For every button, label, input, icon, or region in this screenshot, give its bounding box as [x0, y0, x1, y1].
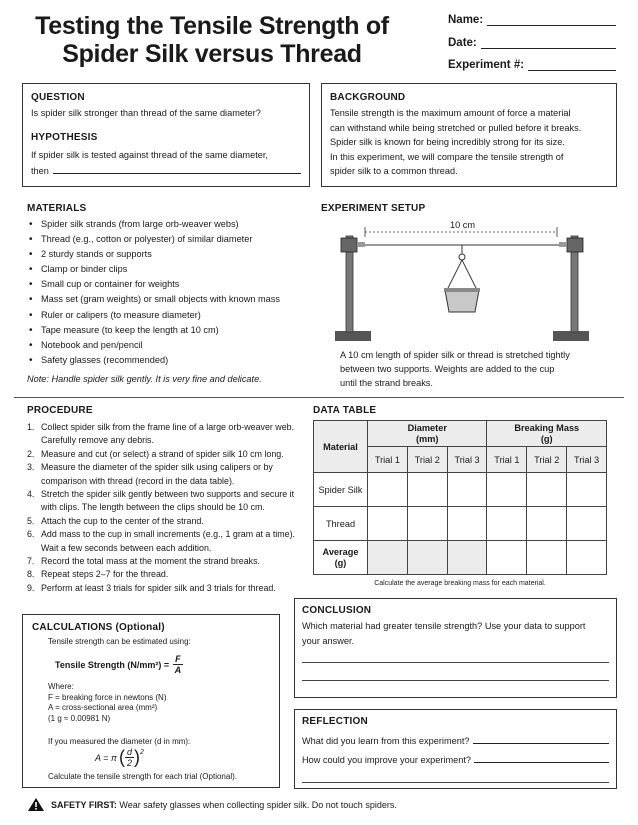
list-item: • Safety glasses (recommended) [27, 353, 317, 368]
breaking-mass-header: Breaking Mass (g) [487, 421, 607, 447]
data-table-heading: DATA TABLE [313, 405, 377, 416]
list-item: 4. Stretch the spider silk gently between two supports and secure it [27, 489, 295, 500]
reflection-question-2[interactable]: How could you improve your experiment? [302, 753, 609, 768]
warning-icon [27, 797, 45, 812]
shaded-cell [447, 541, 487, 575]
name-field[interactable] [448, 14, 616, 26]
date-label: Date: [448, 37, 477, 49]
procedure-list [27, 421, 312, 595]
hypothesis-text: If spider silk is tested against thread of the same diameter, [31, 150, 268, 160]
trial-header: Trial 2 [527, 447, 567, 473]
shaded-cell [407, 541, 447, 575]
data-cell[interactable] [368, 473, 408, 507]
background-line: can withstand while being stretched or pulled before it breaks. [330, 122, 582, 133]
question-heading: QUESTION [31, 92, 85, 103]
then-label: then [31, 166, 49, 176]
table-row [314, 507, 607, 541]
row-label: Spider Silk [314, 473, 368, 507]
safety-note [51, 800, 397, 810]
data-cell[interactable] [487, 541, 527, 575]
safety-label: SAFETY FIRST: [51, 800, 117, 810]
materials-note: Note: Handle spider silk gently. It is very fine and delicate. [27, 374, 262, 384]
hypothesis-heading: HYPOTHESIS [31, 132, 98, 143]
list-item: 7. Record the total mass at the moment the strand breaks. [27, 556, 261, 567]
procedure-heading: PROCEDURE [27, 405, 93, 416]
list-item: • Small cup or container for weights [27, 277, 317, 292]
background-line: In this experiment, we will compare the tensile strength of [330, 151, 564, 162]
material-header: Material [314, 421, 368, 473]
calculations-intro: Tensile strength can be estimated using: [48, 637, 191, 646]
date-field[interactable] [448, 37, 616, 49]
average-label: Average (g) [314, 541, 368, 575]
trial-header: Trial 2 [407, 447, 447, 473]
list-item: • 2 sturdy stands or supports [27, 247, 317, 262]
trial-header: Trial 3 [447, 447, 487, 473]
list-item: 8. Repeat steps 2–7 for the thread. [27, 569, 169, 580]
calculations-heading: CALCULATIONS (Optional) [32, 622, 165, 633]
list-item: • Spider silk strands (from large orb-weaver webs) [27, 217, 317, 232]
background-line: Tensile strength is the maximum amount of force a material [330, 108, 571, 118]
list-item: with clips. The length between the clips should be 10 cm. [41, 502, 265, 513]
calculations-final: Calculate the tensile strength for each trial (Optional). [48, 772, 237, 781]
worksheet-title [22, 12, 402, 68]
data-cell[interactable] [527, 473, 567, 507]
data-cell[interactable] [447, 507, 487, 541]
data-table-caption: Calculate the average breaking mass for each material. [374, 580, 546, 587]
background-box [321, 83, 617, 187]
trial-header: Trial 3 [567, 447, 607, 473]
data-cell[interactable] [567, 541, 607, 575]
background-text [330, 106, 581, 179]
answer-line[interactable] [302, 782, 609, 783]
title-line-2: Spider Silk versus Thread [62, 40, 362, 68]
table-row [314, 473, 607, 507]
data-cell[interactable] [407, 473, 447, 507]
table-row [314, 541, 607, 575]
data-cell[interactable] [368, 507, 408, 541]
name-label: Name: [448, 14, 484, 26]
conclusion-heading: CONCLUSION [302, 605, 372, 616]
background-line: Spider silk is known for being incredibly strong for its size. [330, 137, 565, 148]
list-item: • Ruler or calipers (to measure diameter) [27, 308, 317, 323]
list-item: comparison with thread (record in the data table). [41, 475, 235, 486]
data-cell[interactable] [407, 507, 447, 541]
reflection-question-1[interactable]: What did you learn from this experiment? [302, 734, 609, 749]
tensile-formula: Tensile Strength (N/mm²) = $\frac{F}{A}$ [55, 654, 182, 675]
list-item: Carefully remove any debris. [41, 435, 154, 446]
data-cell[interactable] [447, 473, 487, 507]
data-cell[interactable] [567, 507, 607, 541]
reflection-box [294, 709, 617, 789]
section-divider [14, 397, 624, 398]
conclusion-box [294, 598, 617, 698]
experiment-number-label: Experiment #: [448, 59, 525, 71]
area-formula: A = π ( $\frac{d}{2}$ ) 2 [95, 747, 144, 768]
caption-line: between two supports. Weights are added to the cup [340, 364, 555, 374]
calculations-box [22, 614, 280, 788]
diameter-note: If you measured the diameter (d in mm): [48, 737, 191, 746]
title-line-1: Testing the Tensile Strength of [35, 12, 389, 40]
data-cell[interactable] [487, 507, 527, 541]
list-item: 5. Attach the cup to the center of the strand. [27, 515, 204, 526]
shaded-cell [368, 541, 408, 575]
answer-line[interactable] [302, 662, 609, 663]
data-cell[interactable] [527, 541, 567, 575]
answer-line[interactable] [302, 680, 609, 681]
list-item: Wait a few seconds between each addition. [41, 542, 212, 553]
list-item: 3. Measure the diameter of the spider silk using calipers or by [27, 462, 273, 473]
list-item: • Thread (e.g., cotton or polyester) of similar diameter [27, 232, 317, 247]
setup-caption [340, 348, 570, 390]
hypothesis-then-line[interactable] [31, 164, 301, 179]
list-item: 9. Perform at least 3 trials for spider silk and 3 trials for thread. [27, 582, 276, 593]
conclusion-prompt: Which material had greater tensile strength? Use your data to support your answer. [302, 621, 586, 646]
list-item: • Notebook and pen/pencil [27, 338, 317, 353]
question-text: Is spider silk stronger than thread of the same diameter? [31, 108, 261, 118]
data-table [313, 420, 607, 575]
trial-header: Trial 1 [487, 447, 527, 473]
list-item: 1. Collect spider silk from the frame line of a large orb-weaver web. [27, 422, 295, 432]
list-item: • Mass set (gram weights) or small objects with known mass [27, 292, 317, 307]
setup-heading: EXPERIMENT SETUP [321, 203, 426, 214]
caption-line: until the strand breaks. [340, 378, 433, 388]
list-item: 6. Add mass to the cup in small increments (e.g., 1 gram at a time). [27, 529, 296, 540]
materials-heading: MATERIALS [27, 203, 87, 214]
experiment-number-field[interactable] [448, 59, 616, 71]
data-cell[interactable] [487, 473, 527, 507]
list-item: • Tape measure (to keep the length at 10 cm) [27, 323, 317, 338]
caption-line: A 10 cm length of spider silk or thread is stretched tightly [340, 350, 570, 360]
question-hypothesis-box [22, 83, 310, 187]
background-heading: BACKGROUND [330, 92, 406, 103]
materials-list [27, 217, 317, 368]
variable-definitions: Where: F = breaking force in newtons (N) A = cross-sectional area (mm²) (1 g ≈ 0.00981 N) [48, 682, 167, 723]
row-label: Thread [314, 507, 368, 541]
experiment-setup-diagram [325, 216, 615, 348]
background-line: spider silk to a common thread. [330, 166, 458, 177]
list-item: • Clamp or binder clips [27, 262, 317, 277]
safety-text: Wear safety glasses when collecting spider silk. Do not touch spiders. [119, 800, 397, 810]
data-cell[interactable] [527, 507, 567, 541]
reflection-heading: REFLECTION [302, 716, 368, 727]
data-cell[interactable] [567, 473, 607, 507]
length-label: 10 cm [450, 220, 476, 230]
trial-header: Trial 1 [368, 447, 408, 473]
diameter-header: Diameter (mm) [368, 421, 487, 447]
list-item: 2. Measure and cut (or select) a strand of spider silk 10 cm long. [27, 448, 284, 459]
